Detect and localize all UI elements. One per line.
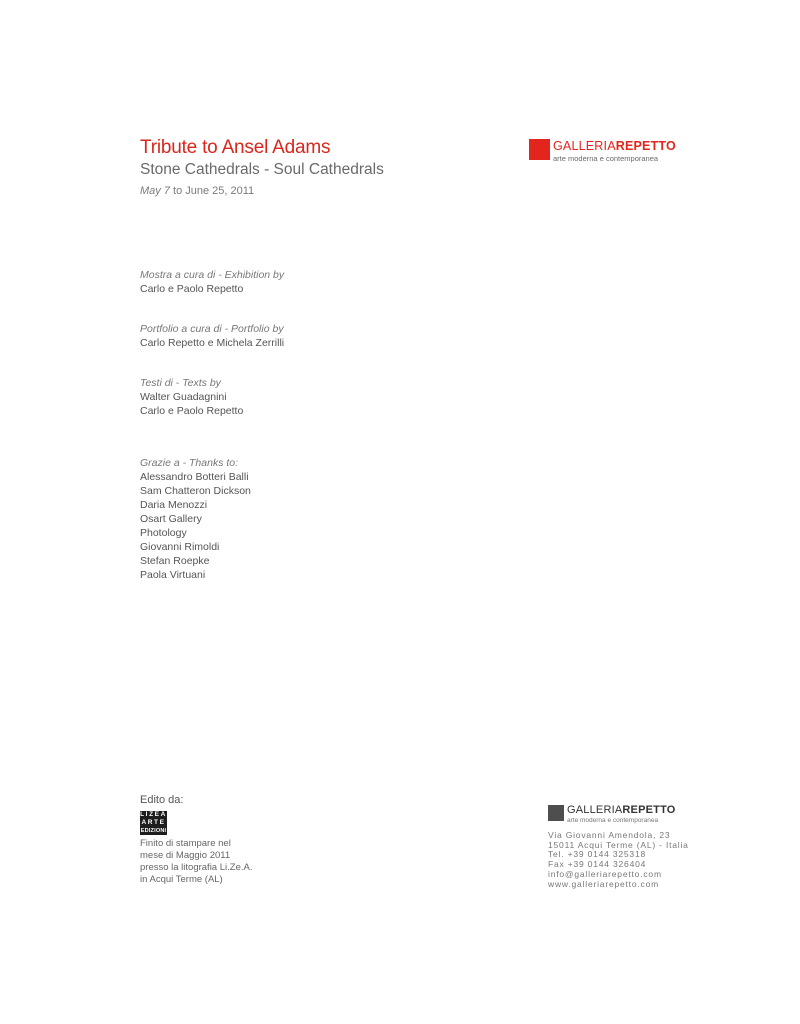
dates-start: May 7: [140, 185, 170, 197]
logo-tagline: arte moderna e contemporanea: [553, 154, 659, 163]
lizea-logo-line: EDIZIONI: [140, 828, 167, 834]
credit-name: Paola Virtuani: [140, 569, 206, 581]
credit-name: Daria Menozzi: [140, 499, 208, 511]
credit-label: Portfolio a cura di - Portfolio by: [140, 323, 284, 335]
logo-name-bold: REPETTO: [622, 804, 676, 816]
credit-name: Photology: [140, 527, 187, 539]
galleria-repetto-logo-bottom: [548, 805, 688, 829]
address-email-link[interactable]: info@galleriarepetto.com: [548, 868, 662, 879]
logo-tagline: arte moderna e contemporanea: [567, 817, 659, 824]
colophon: [140, 838, 252, 886]
exhibition-title: Tribute to Ansel Adams: [140, 137, 331, 158]
colophon-line: in Acqui Terme (AL): [140, 874, 223, 885]
credit-label: Mostra a cura di - Exhibition by: [140, 269, 285, 281]
lizea-logo: [140, 811, 167, 835]
credit-name: Walter Guadagnini: [140, 391, 227, 403]
address-phone: Tel. +39 0144 325318: [548, 849, 647, 860]
colophon-line: presso la litografia Li.Ze.A.: [140, 862, 253, 873]
credit-name: Alessandro Botteri Balli: [140, 471, 249, 483]
galleria-repetto-logo: [529, 139, 676, 165]
gallery-address: [548, 831, 689, 889]
colophon-line: mese di Maggio 2011: [140, 850, 231, 861]
logo-name-light: GALLERIA: [567, 804, 623, 816]
credit-label: Grazie a - Thanks to:: [140, 457, 239, 469]
exhibition-dates: [140, 185, 254, 197]
address-fax: Fax +39 0144 326404: [548, 859, 647, 870]
logo-name: [553, 139, 676, 153]
dates-end: to June 25, 2011: [169, 185, 255, 197]
exhibition-subtitle: Stone Cathedrals - Soul Cathedrals: [140, 161, 384, 178]
colophon-line: Finito di stampare nel: [140, 838, 231, 849]
address-street: Via Giovanni Amendola, 23: [548, 830, 671, 840]
credit-name: Stefan Roepke: [140, 555, 210, 567]
address-city: 15011 Acqui Terme (AL) - Italia: [548, 839, 689, 850]
publisher-label: Edito da:: [140, 794, 184, 806]
logo-square-icon: [529, 139, 550, 160]
credit-texts-by: [140, 376, 243, 418]
credit-thanks-to: [140, 456, 251, 582]
credit-name: Osart Gallery: [140, 513, 202, 525]
credit-name: Carlo e Paolo Repetto: [140, 283, 244, 295]
lizea-logo-line: ARTE: [141, 819, 166, 826]
logo-name: [567, 804, 676, 816]
credit-name: Carlo e Paolo Repetto: [140, 405, 244, 417]
lizea-logo-line: LIZEA: [140, 811, 167, 818]
credit-portfolio-by: [140, 322, 284, 350]
logo-name-bold: REPETTO: [615, 139, 676, 153]
credit-name: Carlo Repetto e Michela Zerrilli: [140, 337, 285, 349]
logo-square-icon: [548, 805, 564, 821]
credit-label: Testi di - Texts by: [140, 377, 221, 389]
credit-curated-by: [140, 268, 284, 296]
address-website-link[interactable]: www.galleriarepetto.com: [548, 878, 659, 889]
logo-name-light: GALLERIA: [553, 139, 616, 153]
credit-name: Sam Chatteron Dickson: [140, 485, 251, 497]
credit-name: Giovanni Rimoldi: [140, 541, 220, 553]
